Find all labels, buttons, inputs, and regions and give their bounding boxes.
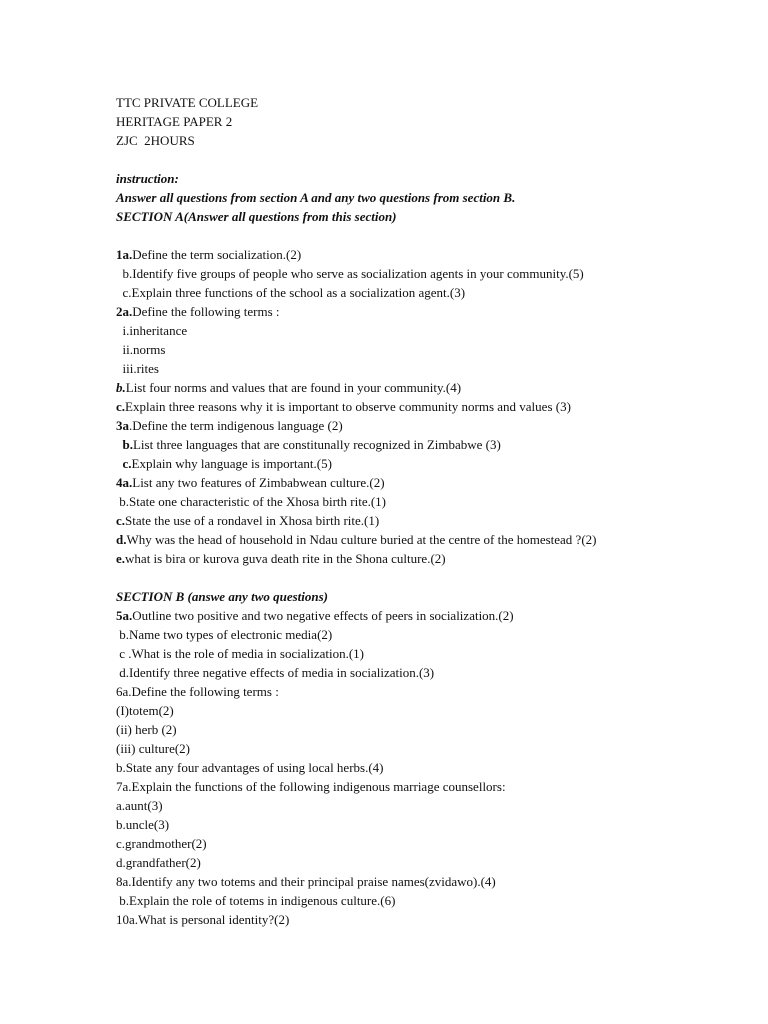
question-5d: d.Identify three negative effects of media in socialization.(3)	[116, 665, 435, 680]
question-2b	[116, 378, 736, 397]
question-7a-c: c.grandmother(2)	[116, 836, 207, 851]
instruction-text: Answer all questions from section A and any two questions from section B.	[116, 190, 516, 205]
question-1c: c.Explain three functions of the school as a socialization agent.(3)	[116, 285, 466, 300]
question-5a	[116, 606, 736, 625]
spacer	[116, 150, 736, 169]
question-number: 4a.	[116, 475, 133, 490]
question-text: Outline two positive and two negative effects of peers in socialization.(2)	[132, 608, 514, 623]
question-text: State the use of a rondavel in Xhosa birth rite.(1)	[125, 513, 380, 528]
question-number: b.	[116, 380, 126, 395]
question-number: c.	[116, 399, 126, 414]
question-3a	[116, 416, 736, 435]
question-number: 2a.	[116, 304, 133, 319]
question-number: e.	[116, 551, 126, 566]
question-6a-ii: (ii) herb (2)	[116, 722, 177, 737]
exam-paper	[116, 93, 736, 929]
question-text: List three languages that are constitunally recognized in Zimbabwe (3)	[132, 437, 501, 452]
spacer	[116, 568, 736, 587]
question-text: Define the following terms :	[132, 304, 280, 319]
question-4c	[116, 511, 736, 530]
question-number: c.	[116, 513, 126, 528]
level-and-duration: ZJC 2HOURS	[116, 133, 195, 148]
question-text: Why was the head of household in Ndau culture buried at the centre of the homestead ?(2)	[126, 532, 597, 547]
question-2a	[116, 302, 736, 321]
question-5c: c .What is the role of media in socialization.(1)	[116, 646, 364, 661]
question-text: Define the term socialization.(2)	[132, 247, 302, 262]
question-7a-a: a.aunt(3)	[116, 798, 163, 813]
question-3c	[116, 454, 736, 473]
question-2c	[116, 397, 736, 416]
question-text: what is bira or kurova guva death rite in the Shona culture.(2)	[125, 551, 446, 566]
question-text: List any two features of Zimbabwean culture.(2)	[132, 475, 385, 490]
question-number: b.	[116, 437, 133, 452]
question-3b	[116, 435, 736, 454]
spacer	[116, 226, 736, 245]
question-7a: 7a.Explain the functions of the following indigenous marriage counsellors:	[116, 779, 506, 794]
question-number: c.	[116, 456, 132, 471]
question-6a: 6a.Define the following terms :	[116, 684, 279, 699]
question-10a: 10a.What is personal identity?(2)	[116, 912, 290, 927]
question-text: List four norms and values that are found in your community.(4)	[125, 380, 462, 395]
section-b-heading: SECTION B (answe any two questions)	[116, 589, 329, 604]
question-6a-i: (I)totem(2)	[116, 703, 174, 718]
question-7a-b: b.uncle(3)	[116, 817, 170, 832]
question-2a-iii: iii.rites	[116, 361, 159, 376]
question-7a-d: d.grandfather(2)	[116, 855, 201, 870]
question-8a: 8a.Identify any two totems and their principal praise names(zvidawo).(4)	[116, 874, 496, 889]
question-4e	[116, 549, 736, 568]
question-2a-ii: ii.norms	[116, 342, 166, 357]
question-number: 5a.	[116, 608, 133, 623]
question-6b: b.State any four advantages of using local herbs.(4)	[116, 760, 384, 775]
question-number: d.	[116, 532, 127, 547]
college-name: TTC PRIVATE COLLEGE	[116, 95, 259, 110]
question-4d	[116, 530, 736, 549]
question-number: 1a.	[116, 247, 133, 262]
question-text: .Define the term indigenous language (2)	[129, 418, 343, 433]
question-8b: b.Explain the role of totems in indigenous culture.(6)	[116, 893, 396, 908]
question-6a-iii: (iii) culture(2)	[116, 741, 190, 756]
question-2a-i: i.inheritance	[116, 323, 188, 338]
instruction-heading: instruction:	[116, 171, 179, 186]
question-4a	[116, 473, 736, 492]
question-1a	[116, 245, 736, 264]
question-1b: b.Identify five groups of people who serve as socialization agents in your community.(5)	[116, 266, 584, 281]
question-number: 3a	[116, 418, 129, 433]
question-5b: b.Name two types of electronic media(2)	[116, 627, 333, 642]
section-a-heading: SECTION A(Answer all questions from this section)	[116, 209, 397, 224]
question-text: Explain three reasons why it is important to observe community norms and values (3)	[125, 399, 571, 414]
question-4b: b.State one characteristic of the Xhosa birth rite.(1)	[116, 494, 387, 509]
question-text: Explain why language is important.(5)	[131, 456, 332, 471]
paper-title: HERITAGE PAPER 2	[116, 114, 233, 129]
